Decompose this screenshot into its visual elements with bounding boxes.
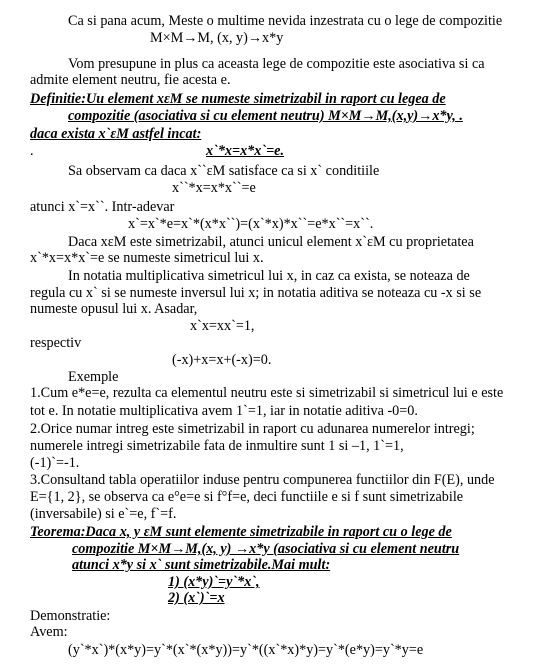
then-line: atunci x`=x``. Intr-adevar <box>30 199 175 215</box>
definition-line-2: compozitie (asociativa si cu element neutru) M×M→M,(x,y)→x*y, . <box>68 108 463 124</box>
example-1-line-1: 1.Cum e*e=e, rezulta ca elementul neutru este si simetrizabil si simetricul lui e este <box>30 385 504 401</box>
additive-formula: (-x)+x=x+(-x)=0. <box>172 352 272 368</box>
multiplicative-formula: x`x=xx`=1, <box>190 318 255 334</box>
uniqueness-proof-formula: x`=x`*e=x`*(x*x``)=(x`*x)*x``=e*x``=x``. <box>128 216 374 232</box>
example-2-line-1: 2.Orice numar intreg este simetrizabil in raport cu adunarea numerelor intregi; <box>30 421 475 437</box>
definition-line-3: daca exista x`εM astfel incat: <box>30 126 202 142</box>
examples-heading: Exemple <box>68 369 119 385</box>
example-1-line-2: tot e. In notatie multiplicativa avem 1`=1, iar in notatie aditiva -0=0. <box>30 403 418 419</box>
assumption-line-2: admite element neutru, fie acesta e. <box>30 72 231 88</box>
theorem-line-3: atunci x*y si x` sunt simetrizabile.Mai mult: <box>72 557 331 573</box>
composition-law-formula: M×M→M, (x, y)→x*y <box>150 30 284 46</box>
notation-line-2: regula cu x` si se numeste inversul lui x; in notatia aditiva se noteaza cu -x si se <box>30 285 482 301</box>
proof-formula: (y`*x`)*(x*y)=y`*(x`*(x*y))=y`*((x`*x)*y)=y`*(e*y)=y`*y=e <box>68 642 424 658</box>
example-3-line-2: E={1, 2}, se observa ca e°e=e si f°f=e, deci functiile e si f sunt simetrizabile <box>30 489 464 505</box>
definition-formula: x`*x=x*x`=e. <box>206 143 285 159</box>
assumption-line-1: Vom presupune in plus ca aceasta lege de compozitie este asociativa si ca <box>68 56 485 72</box>
symmetric-def-line-1: Daca xεM este simetrizabil, atunci unicul element x`εM cu proprietatea <box>68 234 474 250</box>
notation-line-1: In notatia multiplicativa simetricul lui x, in caz ca exista, se noteaza de <box>68 268 470 284</box>
symmetric-def-line-2: x`*x=x*x`=e se numeste simetricul lui x. <box>30 250 264 266</box>
example-2-line-2: numerele intregi simetrizabile fata de inmultire sunt 1 si –1, 1`=1, <box>30 438 404 454</box>
definition-dot: . <box>30 143 34 159</box>
condition-formula: x``*x=x*x``=e <box>172 180 256 196</box>
example-3-line-3: (inversabile) si e`=e, f`=f. <box>30 506 177 522</box>
observation-line: Sa observam ca daca x``εM satisface ca si x` conditiile <box>68 163 380 179</box>
proof-we-have: Avem: <box>30 624 68 640</box>
theorem-line-2: compozitie M×M→M,(x, y) →x*y (asociativa si cu element neutru <box>72 541 460 557</box>
notation-line-3: numeste opusul lui x. Asadar, <box>30 301 198 317</box>
intro-line-1: Ca si pana acum, Meste o multime nevida inzestrata cu o lege de compozitie <box>68 13 503 29</box>
theorem-item-2: 2) (x`)`=x <box>168 590 225 606</box>
example-2-line-3: (-1)`=-1. <box>30 455 80 471</box>
example-3-line-1: 3.Consultand tabla operatiilor induse pentru compunerea functiilor din F(E), unde <box>30 472 495 488</box>
respectively-label: respectiv <box>30 335 82 351</box>
proof-heading: Demonstratie: <box>30 608 111 624</box>
theorem-item-1: 1) (x*y)`=y`*x`, <box>168 574 260 590</box>
theorem-heading-line: Teorema:Daca x, y εM sunt elemente simetrizabile in raport cu o lege de <box>30 524 452 540</box>
definition-heading-line: Definitie:Uu element xεM se numeste simetrizabil in raport cu legea de <box>30 91 446 107</box>
